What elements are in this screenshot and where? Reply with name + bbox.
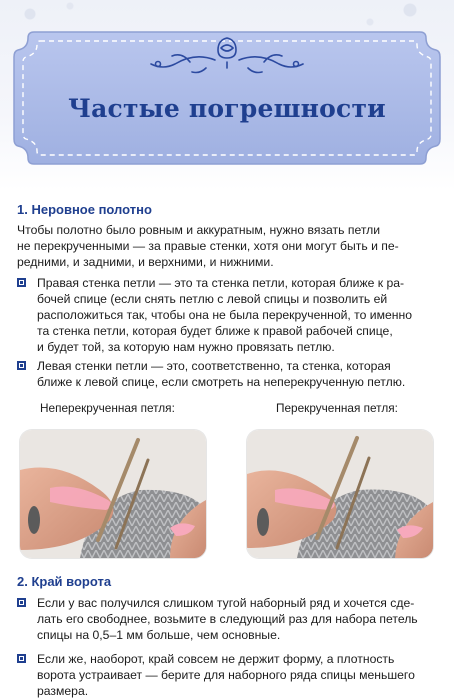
photo-twisted-stitch: [247, 430, 433, 558]
list-item: [17, 651, 440, 699]
section-heading-uneven-fabric: 1. Неровное полотно: [17, 202, 152, 217]
square-bullet-icon: [17, 654, 26, 663]
bullet-text: [37, 358, 440, 390]
text-line: Если у вас получился слишком тугой наборный ряд и хочется сде-: [37, 596, 415, 610]
text-line: ближе к левой спице, если смотреть на неперекрученную петлю.: [37, 375, 406, 389]
text-line: Чтобы полотно было ровным и аккуратным, нужно вязать петли: [17, 223, 381, 237]
section1-intro: [17, 222, 437, 270]
square-bullet-icon: [17, 361, 26, 370]
text-line: лать его свободнее, возьмите в следующий раз для набора петель: [37, 612, 418, 626]
square-bullet-icon: [17, 278, 26, 287]
text-line: Левая стенки петли — это, соответственно, та стенка, которая: [37, 359, 391, 373]
text-line: та стенка петли, которая будет ближе к правой рабочей спице,: [37, 324, 393, 338]
list-item: [17, 358, 440, 390]
text-line: и будет той, за которую нам нужно провязать петлю.: [37, 340, 335, 354]
text-line: Правая стенка петли — это та стенка петли, которая ближе к ра-: [37, 276, 405, 290]
text-line: редними, и задними, и верхними, и нижними.: [17, 255, 274, 269]
photo-untwisted-stitch: [20, 430, 206, 558]
caption-twisted-stitch: Перекрученная петля:: [276, 401, 398, 415]
text-line: спицы на 0,5–1 мм больше, чем основные.: [37, 628, 281, 642]
bullet-text: [37, 275, 440, 355]
square-bullet-icon: [17, 598, 26, 607]
text-line: не перекрученными — за правые стенки, хотя они могут быть и пе-: [17, 239, 399, 253]
caption-untwisted-stitch: Неперекрученная петля:: [40, 401, 175, 415]
text-line: размера.: [37, 684, 89, 698]
text-line: бочей спице (если снять петлю с левой спицы и позволить ей: [37, 292, 388, 306]
list-item: [17, 595, 440, 643]
list-item: [17, 275, 440, 355]
bullet-text: [37, 651, 440, 699]
page-title: Частые погрешности: [68, 94, 386, 123]
text-line: расположиться так, чтобы она не была перекрученной, то именно: [37, 308, 412, 322]
section-heading-collar-edge: 2. Край ворота: [17, 574, 112, 589]
bullet-text: [37, 595, 440, 643]
text-line: Если же, наоборот, край совсем не держит форму, а плотность: [37, 652, 395, 666]
text-line: ворота устраивает — берите для наборного ряда спицы меньшего: [37, 668, 415, 682]
title-banner: [10, 24, 444, 172]
